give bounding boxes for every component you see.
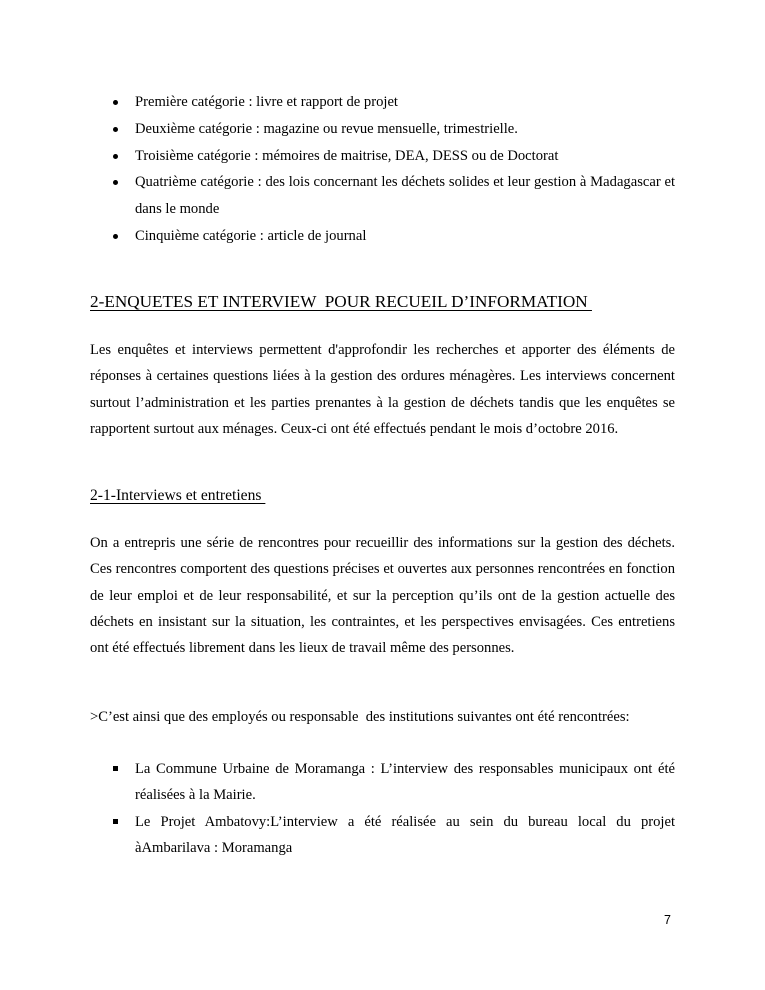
list-item-text: Quatrième catégorie : des lois concernant les déchets solides et leur gestion à Madagascar et dans le monde [135, 174, 675, 218]
list-item-text: Deuxième catégorie : magazine ou revue mensuelle, trimestrielle. [135, 120, 518, 137]
list-item [90, 223, 675, 250]
page-number: 7 [664, 913, 671, 927]
subsection-heading: 2-1-Interviews et entretiens [90, 487, 266, 504]
subsection-paragraph: On a entrepris une série de rencontres pour recueillir des informations sur la gestion des déchets. Ces rencontres comportent des questions précises et ouvertes aux personnes rencontrées en fonction de leur emploi et de leur responsabilité, et sur la perception qu’ils ont de la gestion actuelle des déchets en insistant sur la situation, les contraintes, et les perspectives envisagées. Ces entretiens ont été effectués librement dans les lieux de travail même des personnes. [90, 535, 675, 657]
list-item-text: Première catégorie : livre et rapport de projet [135, 94, 398, 110]
square-bullet-icon [113, 766, 118, 771]
section-heading: 2-ENQUETES ET INTERVIEW POUR RECUEIL D’INFORMATION [90, 292, 592, 311]
list-item-text: Le Projet Ambatovy:L’interview a été réalisée au sein du bureau local du projet àAmbarilava : Moramanga [135, 813, 675, 856]
bullet-icon [113, 154, 118, 159]
square-bullet-icon [113, 819, 118, 824]
bullet-icon [113, 180, 118, 185]
list-item [90, 116, 675, 143]
list-item [90, 89, 675, 116]
list-item [90, 169, 675, 223]
list-item-text: Cinquième catégorie : article de journal [135, 227, 367, 244]
institutions-intro: >C’est ainsi que des employés ou responsable des institutions suivantes ont été rencontrées: [90, 709, 630, 725]
institution-list [90, 756, 675, 861]
list-item-text: La Commune Urbaine de Moramanga : L’interview des responsables municipaux ont été réalisées à la Mairie. [135, 761, 675, 804]
section-paragraph: Les enquêtes et interviews permettent d'approfondir les recherches et apporter des éléments de réponses à certaines questions liées à la gestion des ordures ménagères. Les interviews concernent surtout l’administration et les parties prenantes à la gestion de déchets tandis que les enquêtes se rapportent surtout aux ménages. Ceux-ci ont été effectués pendant le mois d’octobre 2016. [90, 342, 675, 437]
bullet-icon [113, 100, 118, 105]
list-item [90, 809, 675, 862]
list-item [90, 756, 675, 809]
bullet-icon [113, 234, 118, 239]
bullet-icon [113, 127, 118, 132]
category-list [90, 89, 675, 250]
list-item-text: Troisième catégorie : mémoires de maitrise, DEA, DESS ou de Doctorat [135, 147, 559, 164]
list-item [90, 143, 675, 170]
